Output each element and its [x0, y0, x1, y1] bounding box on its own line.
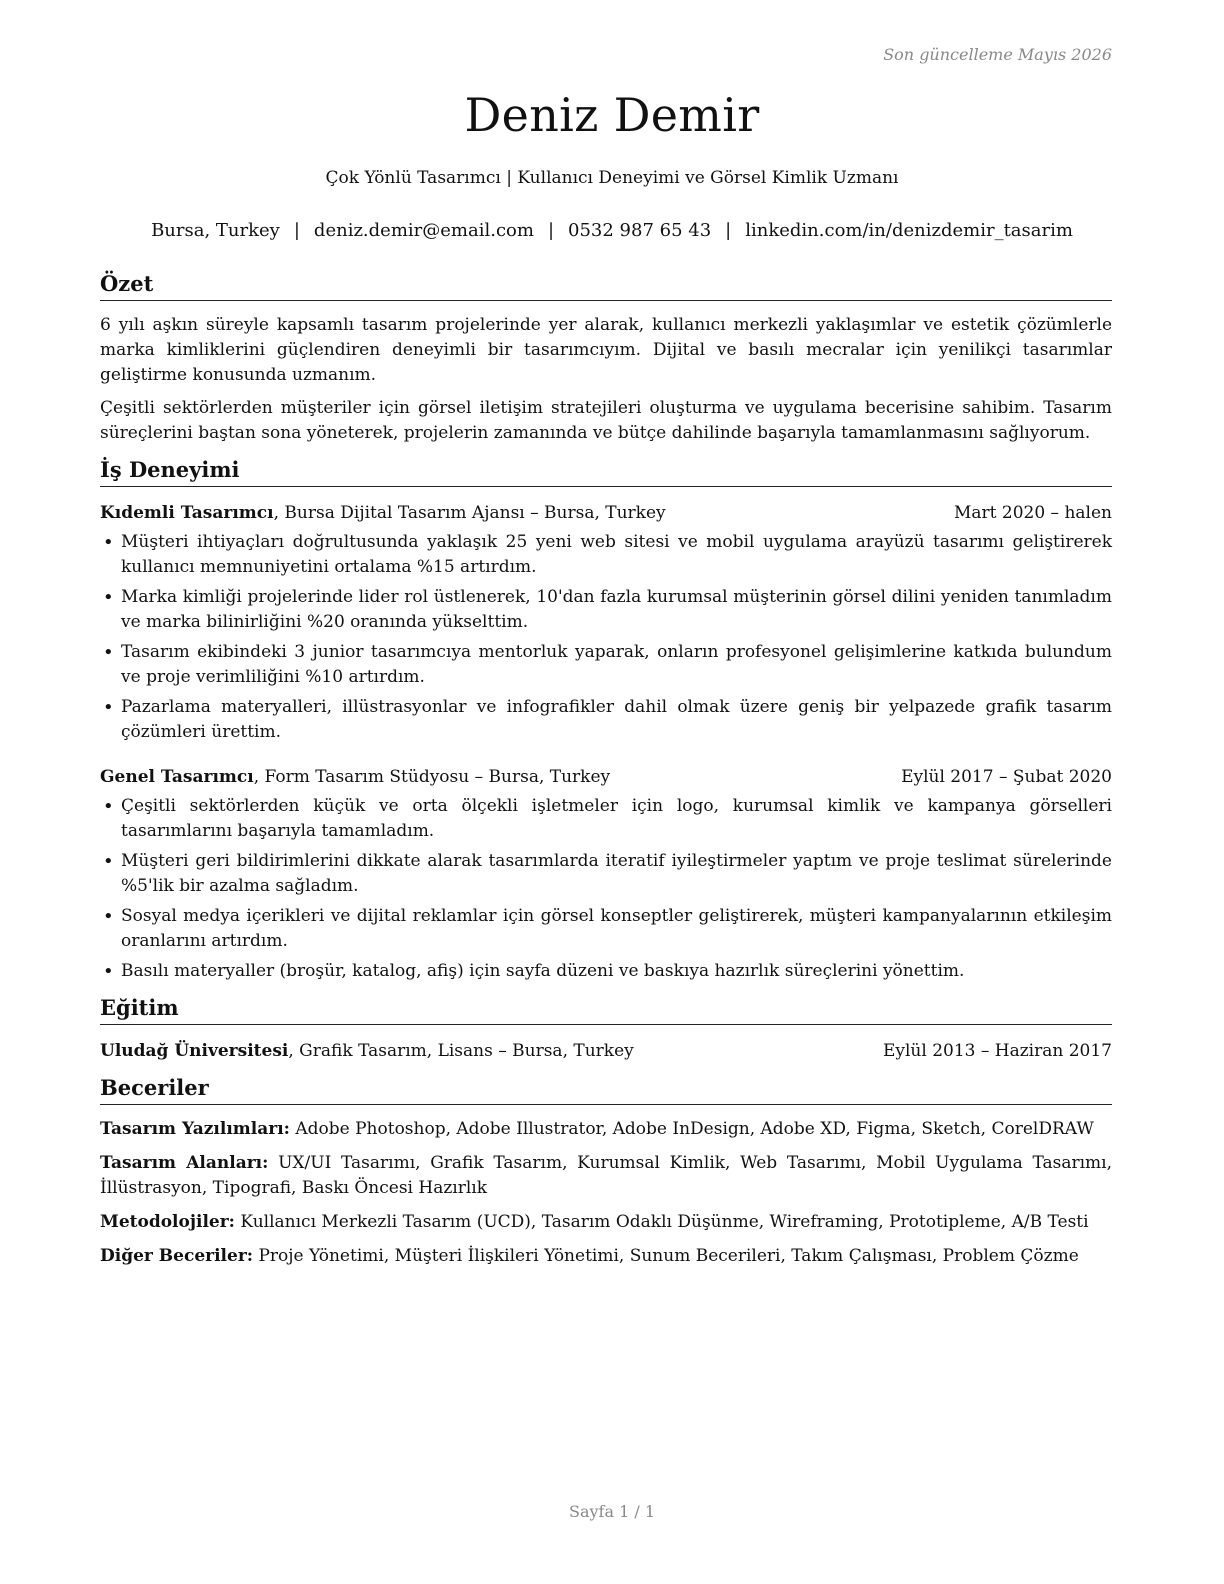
- job-bullet: • Marka kimliği projelerinde lider rol üstlenerek, 10'dan fazla kurumsal müşterinin görsel dilini yeniden tanımladım ve marka bilinirliğini %20 oranında yükselttim.: [100, 585, 1112, 635]
- contact-linkedin[interactable]: linkedin.com/in/denizdemir_tasarim: [745, 220, 1073, 241]
- education-detail: , Grafik Tasarım, Lisans – Bursa, Turkey: [288, 1041, 634, 1061]
- candidate-tagline: Çok Yönlü Tasarımcı | Kullanıcı Deneyimi ve Görsel Kimlik Uzmanı: [325, 168, 899, 188]
- contact-separator: |: [293, 220, 300, 241]
- skills-section: [100, 1074, 1112, 1269]
- education-entry: [100, 1039, 1112, 1064]
- summary-paragraph: 6 yılı aşkın süreyle kapsamlı tasarım projelerinde yer alarak, kullanıcı merkezli yaklaşımlar ve estetik çözümlerle marka kimliklerini güçlendiren deneyimli bir tasarımcıyım. Dijital ve basılı mecralar için yenilikçi tasarımlar geliştirme konusunda uzmanım.: [100, 315, 1112, 385]
- job-org: , Form Tasarım Stüdyosu – Bursa, Turkey: [253, 767, 611, 787]
- job-bullet: • Müşteri ihtiyaçları doğrultusunda yaklaşık 25 yeni web sitesi ve mobil uygulama arayüzü tasarımı geliştirerek kullanıcı memnuniyetini ortalama %15 artırdım.: [100, 530, 1112, 580]
- job-bullet: • Tasarım ekibindeki 3 junior tasarımcıya mentorluk yaparak, onların profesyonel gelişimlerine katkıda bulundum ve proje verimliliğini %10 artırdım.: [100, 640, 1112, 690]
- candidate-name: Deniz Demir: [464, 88, 760, 142]
- job-header: [100, 765, 1112, 790]
- skill-label: Tasarım Alanları:: [100, 1153, 269, 1173]
- skill-label: Diğer Beceriler:: [100, 1246, 254, 1266]
- education-section: [100, 994, 1112, 1064]
- skill-item: [100, 1244, 1112, 1269]
- job-entry: [100, 501, 1112, 745]
- job-role: Genel Tasarımcı: [100, 767, 254, 787]
- contact-separator: |: [725, 220, 732, 241]
- education-school: Uludağ Üniversitesi: [100, 1041, 289, 1061]
- summary-paragraph: Çeşitli sektörlerden müşteriler için görsel iletişim stratejileri oluşturma ve uygulama becerisine sahibim. Tasarım süreçlerini baştan sona yöneterek, projelerin zamanında ve bütçe dahilinde başarıyla tamamlanmasını sağlıyorum.: [100, 398, 1112, 443]
- job-bullet: • Basılı materyaller (broşür, katalog, afiş) için sayfa düzeni ve baskıya hazırlık süreçlerini yönettim.: [100, 959, 1112, 984]
- skill-item: [100, 1151, 1112, 1201]
- job-bullets: [100, 794, 1112, 984]
- job-bullet: • Müşteri geri bildirimlerini dikkate alarak tasarımlarda iteratif iyileştirmeler yaptım ve proje teslimat sürelerinde %5'lik bir azalma sağladım.: [100, 849, 1112, 899]
- skill-value: Kullanıcı Merkezli Tasarım (UCD), Tasarım Odaklı Düşünme, Wireframing, Prototipleme, A/B Testi: [234, 1212, 1089, 1232]
- job-org: , Bursa Dijital Tasarım Ajansı – Bursa, Turkey: [273, 503, 666, 523]
- contact-separator: |: [547, 220, 555, 241]
- job-dates: Mart 2020 – halen: [953, 503, 1112, 523]
- job-bullet: • Pazarlama materyalleri, illüstrasyonlar ve infografikler dahil olmak üzere geniş bir yelpazede grafik tasarım çözümleri ürettim.: [100, 695, 1112, 745]
- education-dates: Eylül 2013 – Haziran 2017: [882, 1041, 1112, 1061]
- job-entry: [100, 765, 1112, 984]
- section-heading-skills: Beceriler: [100, 1074, 1112, 1105]
- job-title-line: [100, 501, 666, 526]
- job-bullet: • Çeşitli sektörlerden küçük ve orta ölçekli işletmeler için logo, kurumsal kimlik ve kampanya görselleri tasarımlarını başarıyla tamamladım.: [100, 794, 1112, 844]
- skills-list: [100, 1117, 1112, 1269]
- last-updated: Son güncelleme Mayıs 2026: [883, 45, 1112, 64]
- job-bullet: • Sosyal medya içerikleri ve dijital reklamlar için görsel konseptler geliştirerek, müşteri kampanyalarının etkileşim oranlarını artırdım.: [100, 904, 1112, 954]
- job-title-line: [100, 765, 610, 790]
- contact-phone: 0532 987 65 43: [568, 220, 712, 241]
- section-heading-education: Eğitim: [100, 994, 1112, 1025]
- education-line: [100, 1039, 634, 1064]
- experience-section: [100, 456, 1112, 984]
- skill-value: Proje Yönetimi, Müşteri İlişkileri Yönetimi, Sunum Becerileri, Takım Çalışması, Problem Çözme: [253, 1246, 1079, 1266]
- job-dates: Eylül 2017 – Şubat 2020: [901, 767, 1112, 787]
- skill-label: Tasarım Yazılımları:: [100, 1119, 290, 1139]
- section-heading-experience: İş Deneyimi: [100, 456, 1112, 487]
- skill-value: Adobe Photoshop, Adobe Illustrator, Adobe InDesign, Adobe XD, Figma, Sketch, CorelDRAW: [289, 1119, 1094, 1139]
- skill-item: [100, 1117, 1112, 1142]
- page-number: Sayfa 1 / 1: [568, 1502, 655, 1521]
- job-header: [100, 501, 1112, 526]
- job-bullets: [100, 530, 1112, 745]
- resume-body: [100, 270, 1112, 1279]
- section-heading-summary: Özet: [100, 270, 1112, 301]
- skill-label: Metodolojiler:: [100, 1212, 235, 1232]
- skill-value: UX/UI Tasarımı, Grafik Tasarım, Kurumsal Kimlik, Web Tasarımı, Mobil Uygulama Tasarımı, İllüstrasyon, Tipografi, Baskı Öncesi Hazırlık: [100, 1153, 1112, 1198]
- summary-section: [100, 270, 1112, 446]
- contact-location: Bursa, Turkey: [151, 220, 280, 241]
- contact-line: [0, 220, 1224, 241]
- skill-item: [100, 1210, 1112, 1235]
- contact-email[interactable]: deniz.demir@email.com: [313, 220, 534, 241]
- job-role: Kıdemli Tasarımcı: [100, 503, 274, 523]
